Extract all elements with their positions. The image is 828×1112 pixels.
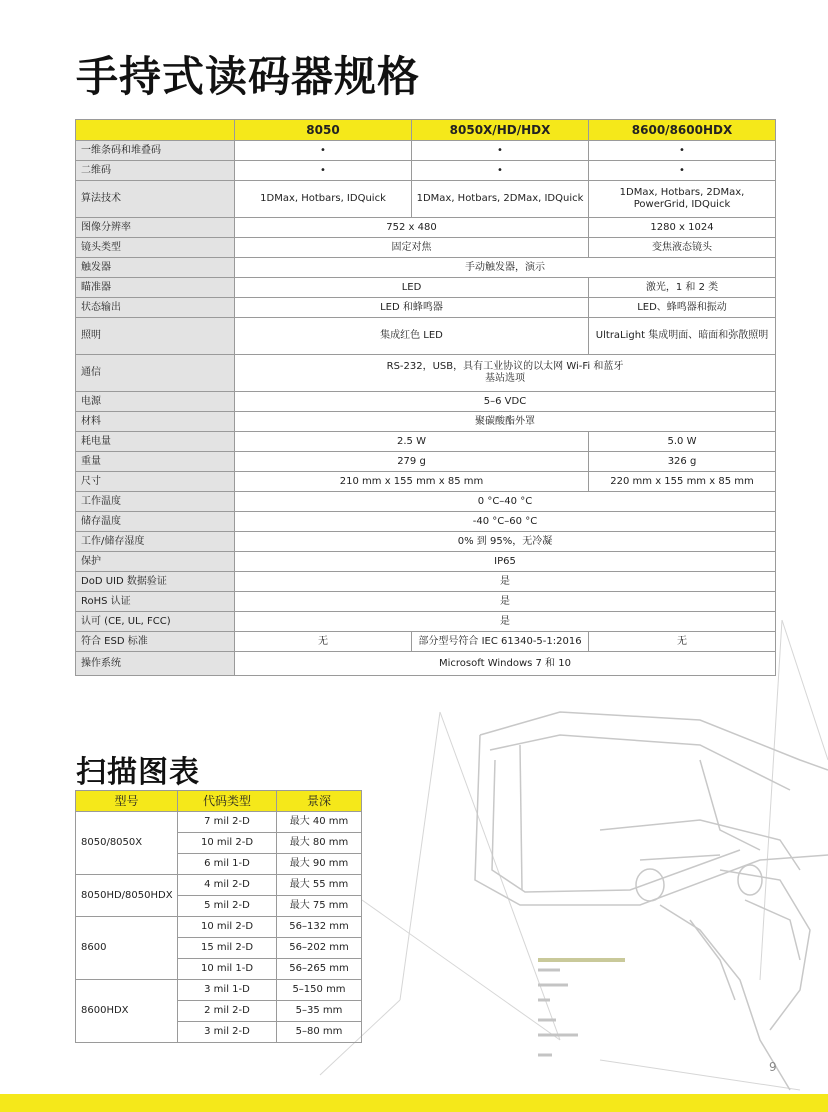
- spec-row-certs: [76, 612, 776, 632]
- spec-label: 耗电量: [76, 432, 235, 452]
- scan-model: 8050HD/8050HDX: [76, 875, 178, 917]
- spec-value: 0 °C–40 °C: [235, 492, 776, 512]
- spec-value: •: [235, 161, 412, 181]
- spec-label: 状态输出: [76, 298, 235, 318]
- spec-row-esd: [76, 632, 776, 652]
- spec-label: RoHS 认证: [76, 592, 235, 612]
- spec-value: 1DMax, Hotbars, 2DMax, PowerGrid, IDQuick: [589, 181, 776, 218]
- table-row: [76, 917, 362, 938]
- spec-label: 操作系统: [76, 652, 235, 676]
- spec-row-rohs: [76, 592, 776, 612]
- spec-value: 1DMax, Hotbars, 2DMax, IDQuick: [412, 181, 589, 218]
- page-number: 9: [769, 1060, 777, 1074]
- spec-value: 5–6 VDC: [235, 392, 776, 412]
- scan-depth: 最大 55 mm: [277, 875, 362, 896]
- spec-row-weight: [76, 452, 776, 472]
- spec-value: -40 °C–60 °C: [235, 512, 776, 532]
- spec-value: •: [589, 161, 776, 181]
- spec-label: 图像分辨率: [76, 218, 235, 238]
- spec-header-row: [76, 120, 776, 141]
- spec-value: 326 g: [589, 452, 776, 472]
- scan-header-model: 型号: [76, 791, 178, 812]
- spec-row-size: [76, 472, 776, 492]
- spec-value: 1280 x 1024: [589, 218, 776, 238]
- page-title: 手持式读码器规格: [76, 52, 421, 101]
- spec-row-humidity: [76, 532, 776, 552]
- spec-value: 210 mm x 155 mm x 85 mm: [235, 472, 589, 492]
- spec-value: 220 mm x 155 mm x 85 mm: [589, 472, 776, 492]
- scan-depth: 56–202 mm: [277, 938, 362, 959]
- scan-code: 10 mil 1-D: [178, 959, 277, 980]
- footer-bar: [0, 1094, 828, 1112]
- spec-label: 触发器: [76, 258, 235, 278]
- spec-value: •: [412, 161, 589, 181]
- spec-row-op-temp: [76, 492, 776, 512]
- scan-model: 8050/8050X: [76, 812, 178, 875]
- scan-table: [75, 790, 362, 1043]
- table-row: [76, 980, 362, 1001]
- scan-chart-title: 扫描图表: [76, 755, 200, 790]
- spec-label: 符合 ESD 标准: [76, 632, 235, 652]
- spec-label: 保护: [76, 552, 235, 572]
- spec-row-1d: [76, 141, 776, 161]
- spec-value: •: [235, 141, 412, 161]
- spec-value: 手动触发器，演示: [235, 258, 776, 278]
- scan-code: 10 mil 2-D: [178, 833, 277, 854]
- spec-row-lens: [76, 238, 776, 258]
- spec-header-8050x: 8050X/HD/HDX: [412, 120, 589, 141]
- spec-label: 工作/储存湿度: [76, 532, 235, 552]
- spec-table: [75, 119, 776, 676]
- spec-value: 固定对焦: [235, 238, 589, 258]
- spec-row-resolution: [76, 218, 776, 238]
- scan-depth: 最大 90 mm: [277, 854, 362, 875]
- spec-label: 尺寸: [76, 472, 235, 492]
- spec-row-os: [76, 652, 776, 676]
- spec-value: 激光，1 和 2 类: [589, 278, 776, 298]
- spec-row-storage-temp: [76, 512, 776, 532]
- spec-label: 一维条码和堆叠码: [76, 141, 235, 161]
- scan-code: 3 mil 2-D: [178, 1022, 277, 1043]
- scan-model: 8600: [76, 917, 178, 980]
- scan-code: 3 mil 1-D: [178, 980, 277, 1001]
- scan-code: 10 mil 2-D: [178, 917, 277, 938]
- scan-model: 8600HDX: [76, 980, 178, 1043]
- scan-code: 5 mil 2-D: [178, 896, 277, 917]
- spec-value: 是: [235, 572, 776, 592]
- spec-value: 集成红色 LED: [235, 318, 589, 355]
- spec-value: 部分型号符合 IEC 61340-5-1:2016: [412, 632, 589, 652]
- spec-value: •: [412, 141, 589, 161]
- scan-code: 4 mil 2-D: [178, 875, 277, 896]
- spec-label: 重量: [76, 452, 235, 472]
- scan-depth: 56–132 mm: [277, 917, 362, 938]
- scan-code: 2 mil 2-D: [178, 1001, 277, 1022]
- spec-value: 752 x 480: [235, 218, 589, 238]
- spec-label: 工作温度: [76, 492, 235, 512]
- scan-depth: 56–265 mm: [277, 959, 362, 980]
- spec-label: DoD UID 数据验证: [76, 572, 235, 592]
- spec-value: LED、蜂鸣器和振动: [589, 298, 776, 318]
- spec-value: 聚碳酸酯外罩: [235, 412, 776, 432]
- scan-depth: 最大 75 mm: [277, 896, 362, 917]
- spec-value: 变焦液态镜头: [589, 238, 776, 258]
- scan-depth: 最大 40 mm: [277, 812, 362, 833]
- scan-header-depth: 景深: [277, 791, 362, 812]
- spec-row-trigger: [76, 258, 776, 278]
- spec-value: 0% 到 95%，无冷凝: [235, 532, 776, 552]
- spec-label: 储存温度: [76, 512, 235, 532]
- spec-value: •: [589, 141, 776, 161]
- spec-value: 1DMax, Hotbars, IDQuick: [235, 181, 412, 218]
- spec-value: 无: [589, 632, 776, 652]
- spec-value: 无: [235, 632, 412, 652]
- spec-label: 认可 (CE, UL, FCC): [76, 612, 235, 632]
- spec-value: Microsoft Windows 7 和 10: [235, 652, 776, 676]
- scan-depth: 5–35 mm: [277, 1001, 362, 1022]
- spec-row-status: [76, 298, 776, 318]
- spec-value: LED: [235, 278, 589, 298]
- spec-row-consumption: [76, 432, 776, 452]
- spec-row-aimer: [76, 278, 776, 298]
- spec-value: IP65: [235, 552, 776, 572]
- spec-label: 通信: [76, 355, 235, 392]
- scan-header-row: [76, 791, 362, 812]
- spec-label: 瞄准器: [76, 278, 235, 298]
- spec-row-material: [76, 412, 776, 432]
- spec-row-power: [76, 392, 776, 412]
- spec-value: 是: [235, 592, 776, 612]
- spec-row-comms: [76, 355, 776, 392]
- spec-header-8050: 8050: [235, 120, 412, 141]
- spec-value: UltraLight 集成明面、暗面和弥散照明: [589, 318, 776, 355]
- spec-label: 算法技术: [76, 181, 235, 218]
- scan-depth: 5–150 mm: [277, 980, 362, 1001]
- spec-label: 镜头类型: [76, 238, 235, 258]
- spec-value: 279 g: [235, 452, 589, 472]
- spec-label: 二维码: [76, 161, 235, 181]
- spec-header-corner: [76, 120, 235, 141]
- table-row: [76, 812, 362, 833]
- scan-depth: 5–80 mm: [277, 1022, 362, 1043]
- spec-row-protection: [76, 552, 776, 572]
- spec-label: 照明: [76, 318, 235, 355]
- spec-value: LED 和蜂鸣器: [235, 298, 589, 318]
- scan-depth: 最大 80 mm: [277, 833, 362, 854]
- scan-code: 15 mil 2-D: [178, 938, 277, 959]
- spec-value: 2.5 W: [235, 432, 589, 452]
- spec-value: RS-232，USB，具有工业协议的以太网 Wi-Fi 和蓝牙基站选项: [235, 355, 776, 392]
- scan-code: 6 mil 1-D: [178, 854, 277, 875]
- scan-header-code: 代码类型: [178, 791, 277, 812]
- spec-row-illumination: [76, 318, 776, 355]
- spec-value: 5.0 W: [589, 432, 776, 452]
- spec-label: 材料: [76, 412, 235, 432]
- scan-code: 7 mil 2-D: [178, 812, 277, 833]
- spec-row-2d: [76, 161, 776, 181]
- spec-header-8600: 8600/8600HDX: [589, 120, 776, 141]
- spec-row-algorithms: [76, 181, 776, 218]
- spec-label: 电源: [76, 392, 235, 412]
- spec-row-dod: [76, 572, 776, 592]
- spec-value: 是: [235, 612, 776, 632]
- table-row: [76, 875, 362, 896]
